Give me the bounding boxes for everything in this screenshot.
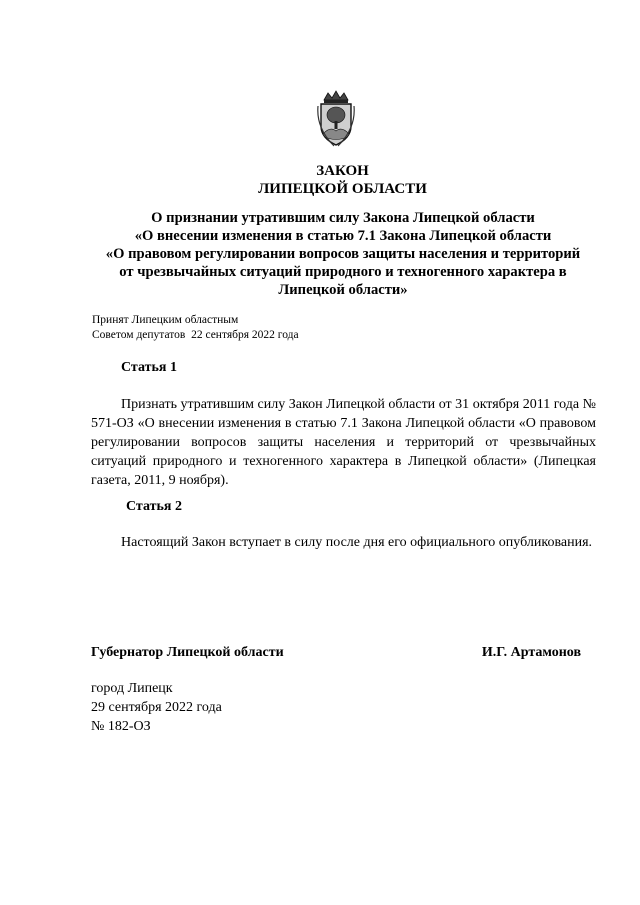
article-2-heading: Статья 2 xyxy=(126,499,182,514)
article-1-heading: Статья 1 xyxy=(121,360,177,375)
signatory-name: И.Г. Артамонов xyxy=(481,645,581,660)
region-title: ЛИПЕЦКОЙ ОБЛАСТИ xyxy=(258,181,427,197)
footer-city: город Липецк xyxy=(91,681,173,696)
subject-line: Липецкой области» xyxy=(278,282,408,298)
subject-line: О признании утратившим силу Закона Липецкой области xyxy=(151,210,535,226)
law-title: ЗАКОН xyxy=(316,163,369,179)
subject-line: «О правовом регулировании вопросов защиты населения и территорий xyxy=(105,246,581,262)
lipetsk-coat-of-arms-icon xyxy=(314,90,358,148)
law-subject xyxy=(88,209,598,299)
subject-line: «О внесении изменения в статью 7.1 Закона Липецкой области xyxy=(134,228,552,244)
adoption-line: Советом депутатов 22 сентября 2022 года xyxy=(92,329,299,341)
subject-line: от чрезвычайных ситуаций природного и техногенного характера в xyxy=(119,264,567,280)
document-footer xyxy=(91,679,222,736)
adoption-line: Принят Липецким областным xyxy=(92,314,239,326)
article-1-text: Признать утратившим силу Закон Липецкой области от 31 октября 2011 года № 571-ОЗ «О внесении изменения в статью 7.1 Закона Липецкой области «О правовом регулировании вопросов защиты населения и территорий от чрезвычайных ситуаций природного и техногенного характера в Липецкой области» (Липецкая газета, 2011, 9 ноября). xyxy=(91,397,596,488)
footer-number: № 182-ОЗ xyxy=(91,719,151,734)
signatory-position: Губернатор Липецкой области xyxy=(91,645,284,660)
adoption-note xyxy=(92,313,299,343)
footer-date: 29 сентября 2022 года xyxy=(91,700,222,715)
article-2-text: Настоящий Закон вступает в силу после дня его официального опубликования. xyxy=(121,535,593,550)
